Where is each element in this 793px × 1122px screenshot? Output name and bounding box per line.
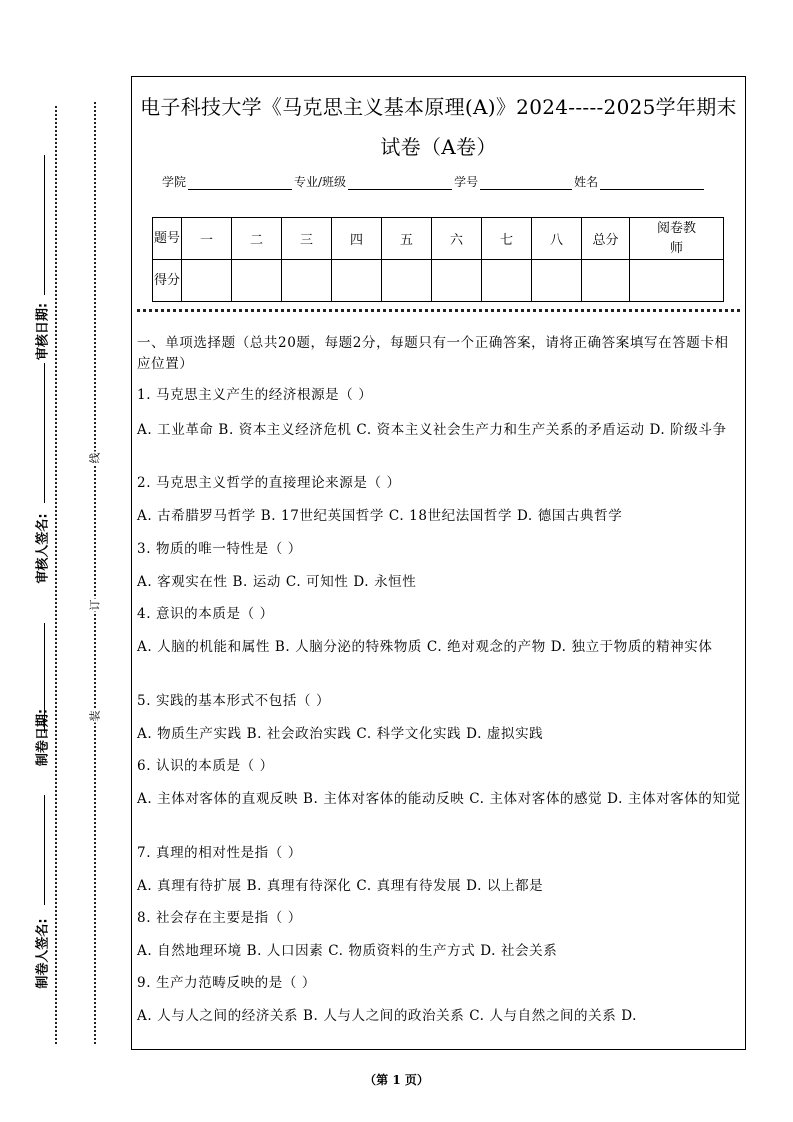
binding-mark-line: 线 xyxy=(88,452,102,464)
score-cell[interactable] xyxy=(382,260,432,302)
score-cell[interactable] xyxy=(532,260,582,302)
question-1-options: A. 工业革命 B. 资本主义经济危机 C. 资本主义社会生产力和生产关系的矛盾运动 D. 阶级斗争 xyxy=(137,422,727,438)
question-4-options: A. 人脑的机能和属性 B. 人脑分泌的特殊物质 C. 绝对观念的产物 D. 独立于物质的精神实体 xyxy=(137,639,713,655)
score-col-total: 总分 xyxy=(582,218,630,260)
score-col-7: 七 xyxy=(482,218,532,260)
score-table xyxy=(152,217,724,302)
binding-dotted-line-inner xyxy=(94,102,96,1044)
score-cell[interactable] xyxy=(482,260,532,302)
question-8-stem: 8. 社会存在主要是指（ ） xyxy=(137,910,302,926)
question-2-options: A. 古希腊罗马哲学 B. 17世纪英国哲学 C. 18世纪法国哲学 D. 德国古典哲学 xyxy=(137,508,623,524)
major-field[interactable] xyxy=(348,177,452,190)
exam-title-line2: 试卷（A卷） xyxy=(380,135,497,159)
score-col-1: 一 xyxy=(182,218,232,260)
creator-line xyxy=(44,795,45,905)
question-5-options: A. 物质生产实践 B. 社会政治实践 C. 科学文化实践 D. 虚拟实践 xyxy=(137,726,544,742)
college-label: 学院 xyxy=(162,175,187,189)
question-3-stem: 3. 物质的唯一特性是（ ） xyxy=(137,541,302,557)
question-6-stem: 6. 认识的本质是（ ） xyxy=(137,758,274,774)
question-9-stem: 9. 生产力范畴反映的是（ ） xyxy=(137,975,316,991)
exam-frame xyxy=(131,76,746,1050)
score-col-grader: 阅卷教师 xyxy=(630,218,724,260)
score-cell[interactable] xyxy=(582,260,630,302)
question-6-options: A. 主体对客体的直观反映 B. 主体对客体的能动反映 C. 主体对客体的感觉 D. 主体对客体的知觉 xyxy=(137,791,741,807)
question-4-stem: 4. 意识的本质是（ ） xyxy=(137,606,274,622)
score-col-6: 六 xyxy=(432,218,482,260)
student-no-field[interactable] xyxy=(480,177,572,190)
score-cell[interactable] xyxy=(282,260,332,302)
reviewer-label: 审核人签名: xyxy=(35,513,51,584)
creator-label: 制卷人签名: xyxy=(35,918,51,989)
score-table-row2-head: 得分 xyxy=(153,260,182,302)
question-2-stem: 2. 马克思主义哲学的直接理论来源是（ ） xyxy=(137,475,401,491)
score-cell[interactable] xyxy=(332,260,382,302)
major-label: 专业/班级 xyxy=(294,175,347,189)
question-7-options: A. 真理有待扩展 B. 真理有待深化 C. 真理有待发展 D. 以上都是 xyxy=(137,878,544,894)
score-cell[interactable] xyxy=(432,260,482,302)
name-label: 姓名 xyxy=(574,175,599,189)
student-info-row xyxy=(162,173,706,190)
question-8-options: A. 自然地理环境 B. 人口因素 C. 物质资料的生产方式 D. 社会关系 xyxy=(137,943,558,959)
create-date-label: 制卷日期: xyxy=(35,708,51,767)
score-col-3: 三 xyxy=(282,218,332,260)
binding-mark-ding: 订 xyxy=(88,599,102,611)
score-col-2: 二 xyxy=(232,218,282,260)
score-col-4: 四 xyxy=(332,218,382,260)
section1-heading: 一、单项选择题（总共20题，每题2分，每题只有一个正确答案，请将正确答案填写在答题卡相应位置） xyxy=(137,335,729,372)
exam-title-line1: 电子科技大学《马克思主义基本原理(A)》2024-----2025学年期末 xyxy=(140,95,737,119)
question-7-stem: 7. 真理的相对性是指（ ） xyxy=(137,845,302,861)
header-separator xyxy=(137,309,740,312)
question-1-stem: 1. 马克思主义产生的经济根源是（ ） xyxy=(137,387,373,403)
score-col-8: 八 xyxy=(532,218,582,260)
question-9-options: A. 人与人之间的经济关系 B. 人与人之间的政治关系 C. 人与自然之间的关系 D. xyxy=(137,1008,638,1024)
question-3-options: A. 客观实在性 B. 运动 C. 可知性 D. 永恒性 xyxy=(137,574,417,590)
binding-mark-zhuang: 装 xyxy=(88,710,102,722)
reviewer-line xyxy=(44,363,45,503)
college-field[interactable] xyxy=(188,177,292,190)
question-5-stem: 5. 实践的基本形式不包括（ ） xyxy=(137,693,331,709)
review-date-label: 审核日期: xyxy=(35,302,51,361)
review-date-line xyxy=(44,155,45,295)
score-cell[interactable] xyxy=(232,260,282,302)
score-cell[interactable] xyxy=(630,260,724,302)
score-table-row1-head: 题号 xyxy=(153,218,182,260)
score-col-5: 五 xyxy=(382,218,432,260)
score-cell[interactable] xyxy=(182,260,232,302)
name-field[interactable] xyxy=(600,177,704,190)
binding-dotted-line-outer xyxy=(55,106,57,1044)
student-no-label: 学号 xyxy=(454,175,479,189)
page-number: （第 1 页） xyxy=(364,1073,429,1087)
